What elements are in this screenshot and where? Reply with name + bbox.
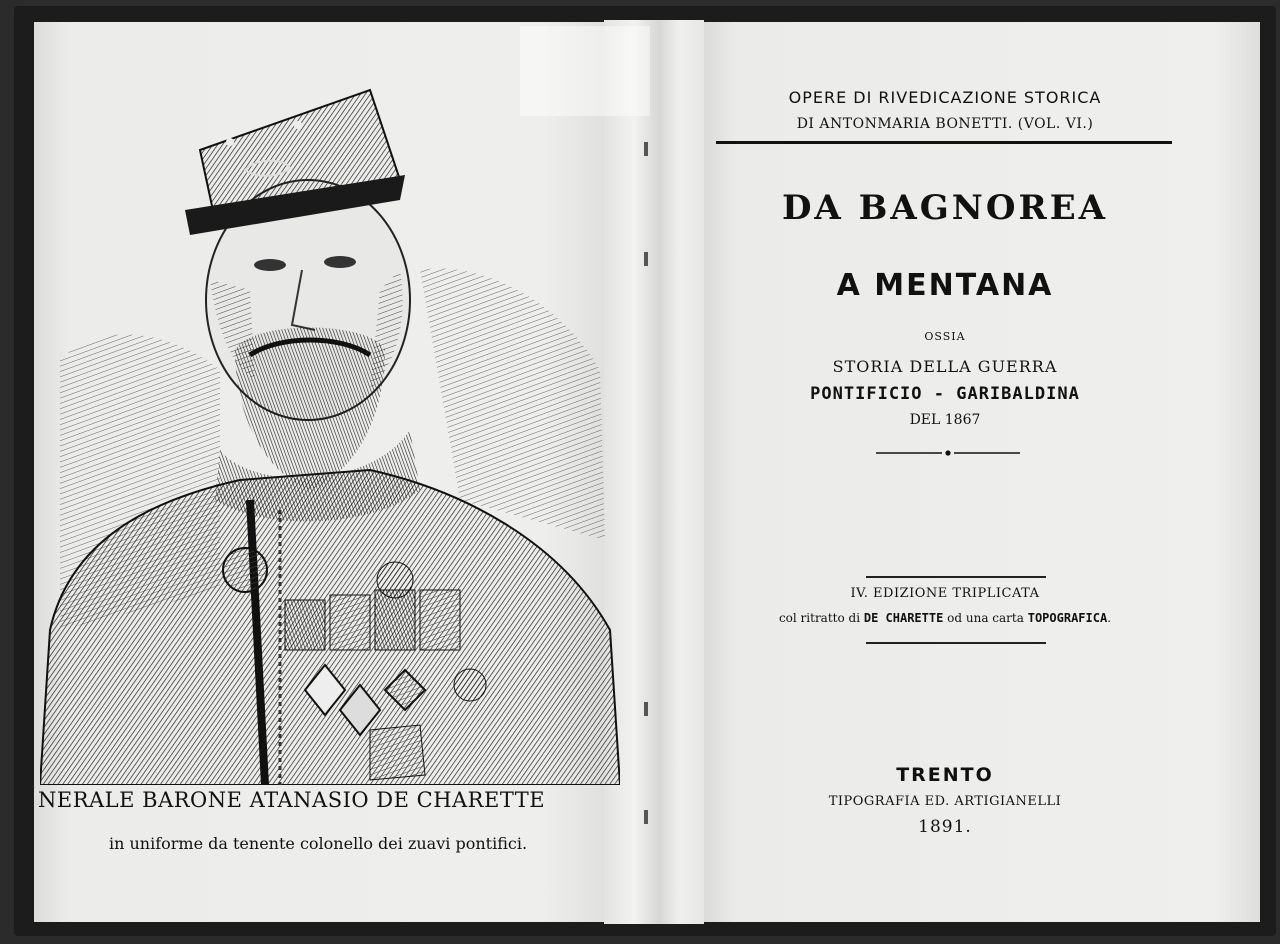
edition-rule-top (866, 576, 1046, 578)
ossia-label: OSSIA (924, 330, 966, 343)
imprint-place: TRENTO (896, 764, 994, 786)
subtitle-line-1: STORIA DELLA GUERRA (832, 357, 1058, 376)
edition-note-map: TOPOGRAFICA (1027, 611, 1108, 625)
binding-stitch (644, 810, 648, 824)
right-page (690, 22, 1260, 922)
edition-line: IV. EDIZIONE TRIPLICATA (850, 586, 1040, 601)
edition-note-text: . (1107, 611, 1112, 625)
series-author: DI ANTONMARIA BONETTI. (VOL. VI.) (796, 116, 1094, 132)
binding-stitch (644, 252, 648, 266)
subtitle-line-3: DEL 1867 (909, 412, 981, 428)
portrait-caption-name: NERALE BARONE ATANASIO DE CHARETTE (38, 788, 546, 812)
edition-note-name: DE CHARETTE (863, 611, 944, 625)
book-title-line-2: A MENTANA (836, 268, 1054, 303)
subtitle-line-2: PONTIFICIO - GARIBALDINA (810, 384, 1080, 404)
book-title-line-1: DA BAGNOREA (781, 188, 1109, 228)
edition-note (716, 611, 1174, 625)
edition-rule-bottom (866, 642, 1046, 644)
ornament-divider (876, 450, 1020, 456)
header-rule (716, 141, 1172, 144)
series-title: OPERE DI RIVEDICAZIONE STORICA (788, 88, 1102, 107)
portrait-caption-description: in uniforme da tenente colonello dei zuavi pontifici. (108, 834, 528, 853)
binding-stitch (644, 142, 648, 156)
edition-note-text: od una carta (943, 611, 1028, 625)
edition-note-text: col ritratto di (778, 611, 864, 625)
portrait-engraving (40, 70, 620, 785)
binding-stitch (644, 702, 648, 716)
imprint-year: 1891. (918, 817, 972, 837)
imprint-printer: TIPOGRAFIA ED. ARTIGIANELLI (828, 794, 1062, 809)
